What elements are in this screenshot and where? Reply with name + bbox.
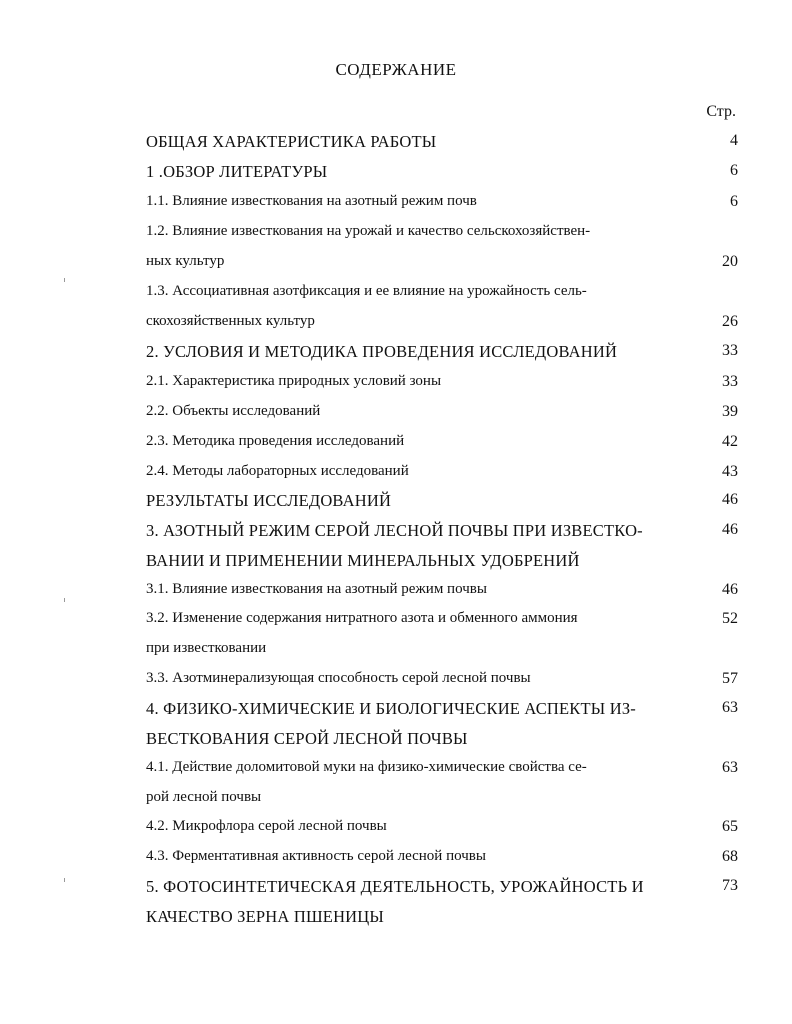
- toc-entry-title: 5. ФОТОСИНТЕТИЧЕСКАЯ ДЕЯТЕЛЬНОСТЬ, УРОЖАЙНОСТЬ И: [146, 877, 644, 896]
- toc-entry-title-continued: скохозяйственных культур: [146, 313, 315, 329]
- toc-entry-page: 20: [722, 253, 738, 270]
- toc-entry-page: 46: [722, 581, 738, 598]
- toc-entry-title: 1.1. Влияние известкования на азотный режим почв: [146, 193, 477, 209]
- toc-entry-title: 1 .ОБЗОР ЛИТЕРАТУРЫ: [146, 162, 328, 181]
- page-title: СОДЕРЖАНИЕ: [335, 60, 457, 79]
- toc-entry-title-continued: ных культур: [146, 253, 225, 269]
- toc-entry-page: 33: [722, 342, 738, 359]
- toc-entry-title: 2. УСЛОВИЯ И МЕТОДИКА ПРОВЕДЕНИЯ ИССЛЕДОВАНИЙ: [146, 342, 618, 361]
- toc-entry-title-continued: ВАНИИ И ПРИМЕНЕНИИ МИНЕРАЛЬНЫХ УДОБРЕНИЙ: [146, 551, 580, 570]
- toc-entry-title-continued: ВЕСТКОВАНИЯ СЕРОЙ ЛЕСНОЙ ПОЧВЫ: [146, 729, 468, 748]
- toc-entry-page: 33: [722, 373, 738, 390]
- scan-mark: [64, 598, 65, 602]
- toc-entry-page: 65: [722, 818, 738, 835]
- toc-entry-title-continued: рой лесной почвы: [146, 789, 262, 805]
- toc-entry-page: 42: [722, 433, 738, 450]
- toc-entry-title: 2.4. Методы лабораторных исследований: [146, 463, 409, 479]
- toc-entry-page: 6: [730, 193, 738, 210]
- toc-entry-title: 4.2. Микрофлора серой лесной почвы: [146, 818, 387, 834]
- toc-entry-title: ОБЩАЯ ХАРАКТЕРИСТИКА РАБОТЫ: [146, 132, 437, 151]
- toc-entry-title: 3.2. Изменение содержания нитратного азота и обменного аммония: [146, 610, 578, 626]
- toc-entry-title-continued: КАЧЕСТВО ЗЕРНА ПШЕНИЦЫ: [146, 907, 385, 926]
- toc-entry-page: 26: [722, 313, 738, 330]
- toc-entry-page: 4: [730, 132, 738, 149]
- toc-entry-title: 2.1. Характеристика природных условий зоны: [146, 373, 442, 389]
- toc-entry-page: 68: [722, 848, 738, 865]
- toc-entry-title: РЕЗУЛЬТАТЫ ИССЛЕДОВАНИЙ: [146, 491, 392, 510]
- toc-entry-page: 63: [722, 699, 738, 716]
- toc-entry-title: 1.2. Влияние известкования на урожай и качество сельскохозяйствен-: [146, 223, 591, 239]
- toc-entry-page: 39: [722, 403, 738, 420]
- toc-entry-page: 73: [722, 877, 738, 894]
- toc-entry-page: 43: [722, 463, 738, 480]
- toc-entry-title: 3.1. Влияние известкования на азотный режим почвы: [146, 581, 487, 597]
- toc-entry-title: 2.2. Объекты исследований: [146, 403, 321, 419]
- toc-entry-title: 4.3. Ферментативная активность серой лесной почвы: [146, 848, 486, 864]
- toc-entry-page: 6: [730, 162, 738, 179]
- toc-entry-title: 2.3. Методика проведения исследований: [146, 433, 405, 449]
- toc-entry-title: 3.3. Азотминерализующая способность серой лесной почвы: [146, 670, 531, 686]
- toc-entry-page: 46: [722, 491, 738, 508]
- toc-entry-page: 46: [722, 521, 738, 538]
- toc-entry-page: 52: [722, 610, 738, 627]
- toc-entry-title: 3. АЗОТНЫЙ РЕЖИМ СЕРОЙ ЛЕСНОЙ ПОЧВЫ ПРИ ИЗВЕСТКО-: [146, 521, 643, 540]
- toc-entry-title: 1.3. Ассоциативная азотфиксация и ее влияние на урожайность сель-: [146, 283, 587, 299]
- toc-entry-page: 63: [722, 759, 738, 776]
- scan-mark: [64, 878, 65, 882]
- toc-entry-title: 4. ФИЗИКО-ХИМИЧЕСКИЕ И БИОЛОГИЧЕСКИЕ АСПЕКТЫ ИЗ-: [146, 699, 636, 718]
- toc-entry-page: 57: [722, 670, 738, 687]
- page-column-header: Стр.: [706, 103, 736, 120]
- scan-mark: [64, 278, 65, 282]
- toc-entry-title-continued: при известковании: [146, 640, 267, 656]
- toc-entry-title: 4.1. Действие доломитовой муки на физико-химические свойства се-: [146, 759, 587, 775]
